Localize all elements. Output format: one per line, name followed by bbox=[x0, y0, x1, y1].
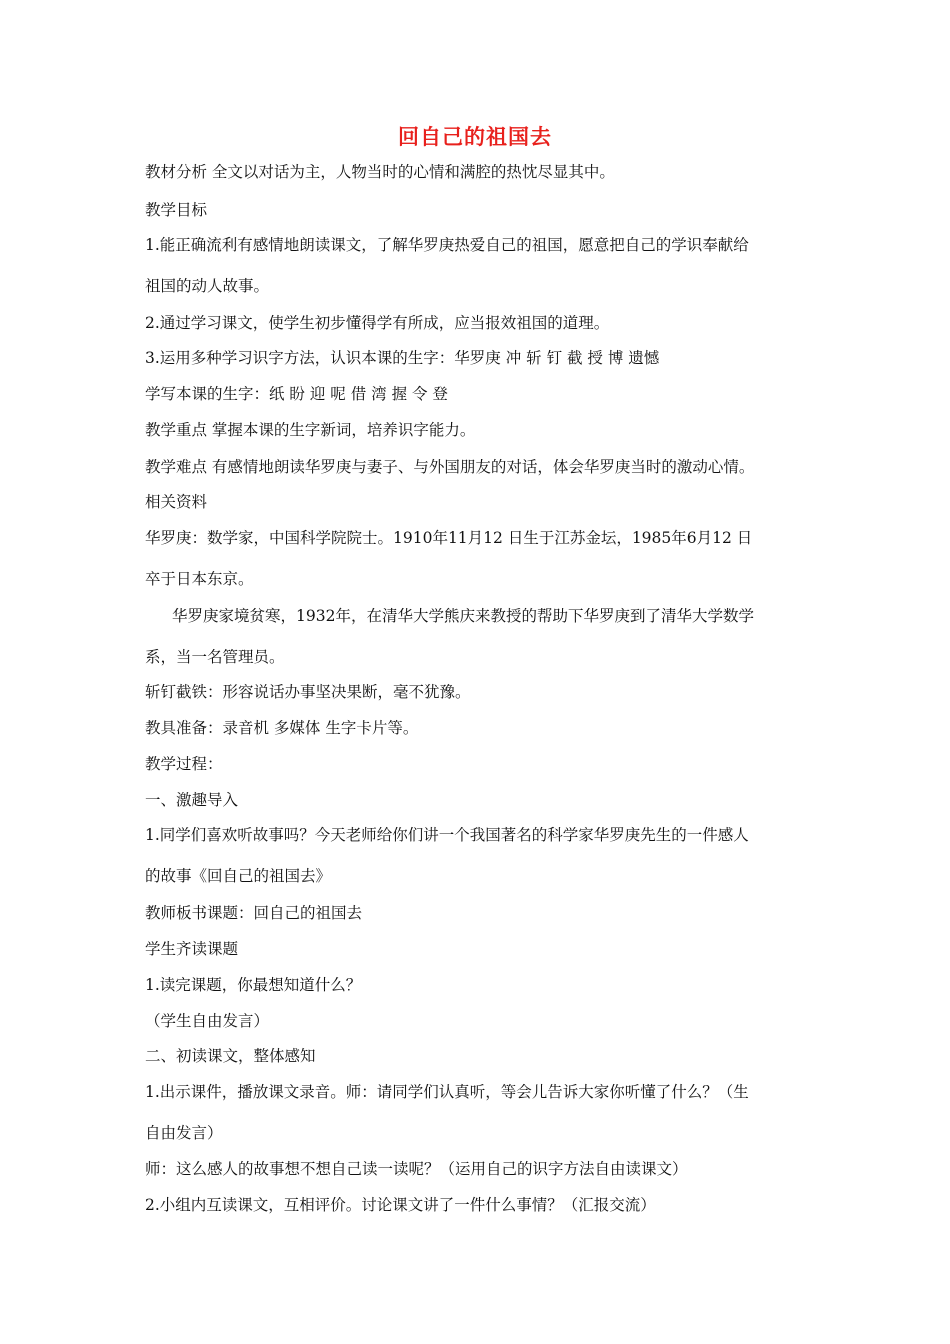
text-line: 系，当一名管理员。 bbox=[145, 648, 285, 666]
text-line: 1.读完课题，你最想知道什么？ bbox=[145, 976, 362, 994]
text-line: 教学重点 掌握本课的生字新词，培养识字能力。 bbox=[145, 421, 476, 439]
text-line: 华罗庚：数学家，中国科学院院士。1910年11月12 日生于江苏金坛，1985年6月12 日 bbox=[145, 529, 753, 547]
text-line: 1.同学们喜欢听故事吗？今天老师给你们讲一个我国著名的科学家华罗庚先生的一件感人 bbox=[145, 826, 749, 844]
text-line: 相关资料 bbox=[145, 493, 208, 511]
text-line: 教师板书课题：回自己的祖国去 bbox=[145, 904, 363, 922]
text-line: 学生齐读课题 bbox=[145, 940, 239, 958]
document-title: 回自己的祖国去 bbox=[398, 124, 552, 149]
text-line: （学生自由发言） bbox=[145, 1012, 270, 1030]
text-line: 教具准备：录音机 多媒体 生字卡片等。 bbox=[145, 719, 419, 737]
text-line: 自由发言） bbox=[145, 1124, 223, 1142]
text-line: 教学目标 bbox=[145, 201, 208, 219]
text-line: 2.通过学习课文，使学生初步懂得学有所成，应当报效祖国的道理。 bbox=[145, 314, 610, 332]
text-line: 教材分析 全文以对话为主，人物当时的心情和满腔的热忱尽显其中。 bbox=[145, 163, 615, 181]
text-line: 2.小组内互读课文，互相评价。讨论课文讲了一件什么事情？（汇报交流） bbox=[145, 1196, 656, 1214]
text-line: 学写本课的生字：纸 盼 迎 呢 借 湾 握 令 登 bbox=[145, 385, 448, 403]
text-line: 1.能正确流利有感情地朗读课文，了解华罗庚热爱自己的祖国，愿意把自己的学识奉献给 bbox=[145, 236, 749, 254]
text-line: 祖国的动人故事。 bbox=[145, 277, 270, 295]
text-line: 一、激趣导入 bbox=[145, 791, 239, 809]
text-line: 斩钉截铁：形容说话办事坚决果断，毫不犹豫。 bbox=[145, 683, 471, 701]
text-line: 教学难点 有感情地朗读华罗庚与妻子、与外国朋友的对话，体会华罗庚当时的激动心情。 bbox=[145, 458, 755, 476]
text-line: 1.出示课件，播放课文录音。师：请同学们认真听，等会儿告诉大家你听懂了什么？（生 bbox=[145, 1083, 749, 1101]
text-line: 华罗庚家境贫寒，1932年，在清华大学熊庆来教授的帮助下华罗庚到了清华大学数学 bbox=[172, 607, 754, 625]
text-line: 教学过程： bbox=[145, 755, 223, 773]
text-line: 3.运用多种学习识字方法，认识本课的生字：华罗庚 冲 斩 钉 截 授 博 遗憾 bbox=[145, 349, 660, 367]
text-line: 卒于日本东京。 bbox=[145, 570, 254, 588]
text-line: 师：这么感人的故事想不想自己读一读呢？（运用自己的识字方法自由读课文） bbox=[145, 1160, 688, 1178]
text-line: 二、初读课文，整体感知 bbox=[145, 1047, 316, 1065]
text-line: 的故事《回自己的祖国去》 bbox=[145, 867, 332, 885]
